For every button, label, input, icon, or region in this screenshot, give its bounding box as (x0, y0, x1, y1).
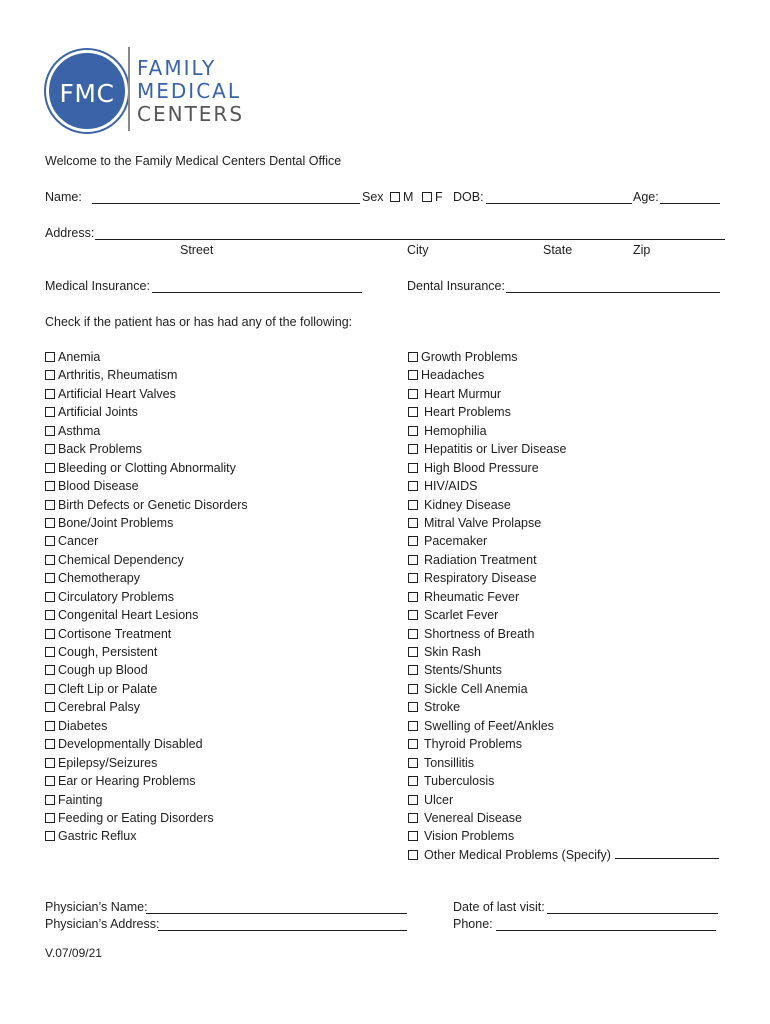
condition-label: Cleft Lip or Palate (58, 681, 158, 696)
condition-label: Feeding or Eating Disorders (58, 810, 214, 825)
condition-label: Heart Problems (424, 405, 511, 420)
physician-address-field[interactable] (158, 917, 407, 931)
sex-label: Sex (362, 190, 384, 204)
condition-checkbox[interactable] (45, 758, 55, 768)
sex-f-option[interactable] (422, 190, 443, 204)
conditions-left-list (45, 349, 248, 847)
condition-label: Fainting (58, 792, 103, 807)
condition-label: Tonsillitis (424, 755, 475, 770)
condition-label: Asthma (58, 423, 101, 438)
condition-item[interactable] (408, 718, 719, 736)
condition-label: Anemia (58, 350, 101, 364)
condition-label: Sickle Cell Anemia (424, 681, 528, 696)
condition-item[interactable] (45, 773, 248, 791)
name-label: Name: (45, 190, 82, 204)
conditions-prompt: Check if the patient has or has had any of the following: (45, 315, 353, 329)
condition-label: High Blood Pressure (424, 460, 539, 475)
condition-item[interactable] (45, 736, 248, 754)
address-street-caption: Street (180, 243, 214, 257)
condition-label: Bone/Joint Problems (58, 515, 174, 530)
condition-checkbox[interactable] (408, 850, 418, 860)
condition-item[interactable] (45, 644, 248, 662)
condition-item[interactable] (45, 792, 248, 810)
condition-checkbox[interactable] (408, 426, 418, 436)
condition-label: Congenital Heart Lesions (58, 608, 199, 623)
condition-item[interactable] (408, 515, 719, 533)
condition-checkbox[interactable] (408, 629, 418, 639)
condition-checkbox[interactable] (45, 795, 55, 805)
condition-item[interactable] (408, 773, 719, 791)
condition-item[interactable] (45, 386, 248, 404)
condition-label: Circulatory Problems (58, 589, 175, 604)
condition-label: Other Medical Problems (Specify) (424, 847, 611, 862)
condition-item[interactable] (408, 589, 719, 607)
condition-item[interactable] (408, 662, 719, 680)
logo-line-family: FAMILY (137, 56, 217, 80)
condition-checkbox[interactable] (408, 684, 418, 694)
condition-item[interactable] (408, 404, 719, 422)
condition-checkbox[interactable] (45, 647, 55, 657)
condition-label: Rheumatic Fever (424, 589, 520, 604)
condition-checkbox[interactable] (45, 536, 55, 546)
condition-label: Chemical Dependency (58, 552, 184, 567)
sex-m-label: M (403, 190, 414, 204)
condition-checkbox[interactable] (408, 647, 418, 657)
other-problems-field[interactable] (615, 847, 719, 859)
condition-label: Thyroid Problems (424, 737, 522, 752)
condition-label: Birth Defects or Genetic Disorders (58, 497, 248, 512)
condition-checkbox[interactable] (408, 444, 418, 454)
dental-insurance-field[interactable] (506, 279, 720, 293)
condition-item[interactable] (408, 792, 719, 810)
dob-field[interactable] (486, 190, 632, 204)
condition-item[interactable] (45, 404, 248, 422)
logo-divider (128, 47, 130, 131)
condition-checkbox[interactable] (45, 776, 55, 786)
condition-label: Diabetes (58, 718, 108, 733)
condition-checkbox[interactable] (45, 684, 55, 694)
condition-item[interactable] (408, 810, 719, 828)
physician-name-label: Physician’s Name: (45, 900, 148, 914)
condition-item[interactable] (45, 367, 248, 385)
condition-label: Cancer (58, 534, 99, 549)
condition-checkbox[interactable] (45, 389, 55, 399)
condition-item[interactable] (408, 755, 719, 773)
condition-item[interactable] (408, 828, 719, 846)
condition-item[interactable] (45, 515, 248, 533)
condition-item[interactable] (45, 570, 248, 588)
phone-label: Phone: (453, 917, 493, 931)
condition-label: Epilepsy/Seizures (58, 755, 158, 770)
condition-checkbox[interactable] (408, 739, 418, 749)
condition-item[interactable] (408, 497, 719, 515)
condition-label: Swelling of Feet/Ankles (424, 718, 554, 733)
last-visit-label: Date of last visit: (453, 900, 545, 914)
condition-item[interactable] (45, 607, 248, 625)
physician-name-field[interactable] (146, 900, 407, 914)
condition-checkbox[interactable] (408, 500, 418, 510)
condition-label: Ear or Hearing Problems (58, 774, 196, 789)
logo-initials: FMC (59, 79, 115, 108)
condition-checkbox[interactable] (45, 721, 55, 731)
condition-label: Venereal Disease (424, 810, 522, 825)
condition-checkbox[interactable] (45, 407, 55, 417)
condition-checkbox[interactable] (45, 831, 55, 841)
condition-item[interactable] (45, 662, 248, 680)
condition-item[interactable] (408, 699, 719, 717)
logo-circle (46, 50, 128, 132)
condition-checkbox[interactable] (408, 352, 418, 362)
dob-label: DOB: (453, 190, 484, 204)
condition-checkbox[interactable] (45, 463, 55, 473)
condition-checkbox[interactable] (45, 370, 55, 380)
condition-label: Skin Rash (424, 645, 481, 659)
sex-f-label: F (435, 190, 443, 204)
condition-item[interactable] (45, 718, 248, 736)
condition-label: Artificial Joints (58, 405, 138, 420)
condition-checkbox[interactable] (408, 721, 418, 731)
condition-label: Kidney Disease (424, 497, 511, 512)
condition-checkbox[interactable] (45, 426, 55, 436)
condition-item[interactable] (408, 626, 719, 644)
condition-checkbox[interactable] (408, 389, 418, 399)
condition-item[interactable] (408, 349, 719, 367)
condition-label: Developmentally Disabled (58, 737, 203, 752)
condition-item[interactable] (408, 533, 719, 551)
condition-checkbox[interactable] (408, 831, 418, 841)
condition-item[interactable] (408, 441, 719, 459)
condition-checkbox[interactable] (408, 795, 418, 805)
condition-checkbox[interactable] (408, 463, 418, 473)
condition-checkbox[interactable] (408, 758, 418, 768)
condition-label: Growth Problems (421, 350, 518, 364)
condition-item[interactable] (408, 644, 719, 662)
condition-label: Tuberculosis (424, 774, 495, 789)
condition-item[interactable] (408, 478, 719, 496)
condition-checkbox[interactable] (45, 444, 55, 454)
condition-checkbox[interactable] (408, 536, 418, 546)
condition-item[interactable] (45, 810, 248, 828)
condition-label: Scarlet Fever (424, 608, 499, 623)
condition-label: Hepatitis or Liver Disease (424, 442, 567, 457)
condition-item[interactable] (408, 386, 719, 404)
condition-item[interactable] (408, 607, 719, 625)
condition-checkbox[interactable] (408, 610, 418, 620)
condition-checkbox[interactable] (45, 518, 55, 528)
condition-label: Respiratory Disease (424, 571, 537, 586)
condition-item[interactable] (408, 552, 719, 570)
condition-checkbox[interactable] (408, 665, 418, 675)
name-field[interactable] (92, 190, 360, 204)
condition-item[interactable] (408, 847, 719, 865)
condition-label: Radiation Treatment (424, 552, 537, 567)
condition-checkbox[interactable] (45, 555, 55, 565)
address-city-caption: City (407, 243, 429, 257)
condition-label: Cerebral Palsy (58, 700, 140, 715)
condition-item[interactable] (45, 460, 248, 478)
conditions-right-list (408, 349, 719, 865)
logo-line-medical: MEDICAL (137, 79, 241, 103)
condition-checkbox[interactable] (408, 407, 418, 417)
physician-address-label: Physician’s Address: (45, 917, 160, 931)
condition-label: Blood Disease (58, 479, 139, 494)
condition-label: Heart Murmur (424, 386, 502, 401)
condition-checkbox[interactable] (408, 481, 418, 491)
condition-item[interactable] (408, 570, 719, 588)
age-field[interactable] (660, 190, 720, 204)
condition-checkbox[interactable] (45, 702, 55, 712)
condition-checkbox[interactable] (45, 573, 55, 583)
condition-checkbox[interactable] (45, 610, 55, 620)
form-version: V.07/09/21 (45, 946, 102, 960)
dental-insurance-label: Dental Insurance: (407, 279, 505, 293)
sex-m-checkbox[interactable] (390, 192, 400, 202)
condition-label: Headaches (421, 368, 485, 383)
condition-label: Cough up Blood (58, 663, 148, 678)
address-label: Address: (45, 226, 95, 240)
condition-item[interactable] (408, 423, 719, 441)
condition-label: Stents/Shunts (424, 663, 502, 678)
condition-label: Cortisone Treatment (58, 626, 172, 641)
condition-checkbox[interactable] (408, 813, 418, 823)
condition-item[interactable] (408, 460, 719, 478)
condition-item[interactable] (45, 441, 248, 459)
condition-checkbox[interactable] (408, 573, 418, 583)
condition-item[interactable] (45, 478, 248, 496)
condition-label: Ulcer (424, 792, 454, 807)
condition-label: HIV/AIDS (424, 479, 478, 494)
condition-checkbox[interactable] (408, 702, 418, 712)
condition-checkbox[interactable] (408, 776, 418, 786)
condition-label: Stroke (424, 700, 461, 715)
condition-label: Vision Problems (424, 829, 515, 844)
condition-label: Hemophilia (424, 423, 487, 438)
sex-f-checkbox[interactable] (422, 192, 432, 202)
condition-label: Bleeding or Clotting Abnormality (58, 460, 236, 475)
condition-item[interactable] (45, 626, 248, 644)
condition-item[interactable] (45, 533, 248, 551)
condition-label: Shortness of Breath (424, 626, 535, 641)
last-visit-field[interactable] (547, 900, 718, 914)
condition-label: Gastric Reflux (58, 829, 137, 844)
condition-checkbox[interactable] (45, 739, 55, 749)
condition-label: Chemotherapy (58, 571, 140, 586)
medical-insurance-field[interactable] (152, 279, 362, 293)
condition-checkbox[interactable] (45, 592, 55, 602)
condition-item[interactable] (408, 681, 719, 699)
condition-label: Pacemaker (424, 534, 488, 549)
condition-item[interactable] (45, 552, 248, 570)
condition-checkbox[interactable] (45, 665, 55, 675)
condition-item[interactable] (408, 367, 719, 385)
address-field[interactable] (95, 226, 725, 240)
condition-item[interactable] (45, 589, 248, 607)
condition-item[interactable] (45, 755, 248, 773)
welcome-heading: Welcome to the Family Medical Centers Dental Office (45, 154, 342, 168)
condition-checkbox[interactable] (45, 813, 55, 823)
condition-item[interactable] (45, 497, 248, 515)
condition-checkbox[interactable] (408, 555, 418, 565)
condition-label: Mitral Valve Prolapse (424, 515, 542, 530)
condition-item[interactable] (408, 736, 719, 754)
condition-label: Artificial Heart Valves (58, 386, 176, 401)
sex-m-option[interactable] (390, 190, 413, 204)
condition-item[interactable] (45, 699, 248, 717)
condition-checkbox[interactable] (45, 629, 55, 639)
condition-checkbox[interactable] (408, 518, 418, 528)
condition-checkbox[interactable] (408, 592, 418, 602)
condition-label: Arthritis, Rheumatism (58, 368, 178, 383)
condition-checkbox[interactable] (45, 481, 55, 491)
condition-checkbox[interactable] (45, 500, 55, 510)
logo-line-centers: CENTERS (137, 102, 245, 126)
address-zip-caption: Zip (633, 243, 651, 257)
condition-label: Cough, Persistent (58, 645, 158, 659)
condition-item[interactable] (45, 681, 248, 699)
age-label: Age: (633, 190, 659, 204)
condition-checkbox[interactable] (45, 352, 55, 362)
address-state-caption: State (543, 243, 573, 257)
condition-item[interactable] (45, 349, 248, 367)
condition-item[interactable] (45, 423, 248, 441)
condition-item[interactable] (45, 828, 248, 846)
phone-field[interactable] (496, 917, 716, 931)
condition-label: Back Problems (58, 442, 143, 457)
condition-checkbox[interactable] (408, 370, 418, 380)
medical-insurance-label: Medical Insurance: (45, 279, 150, 293)
